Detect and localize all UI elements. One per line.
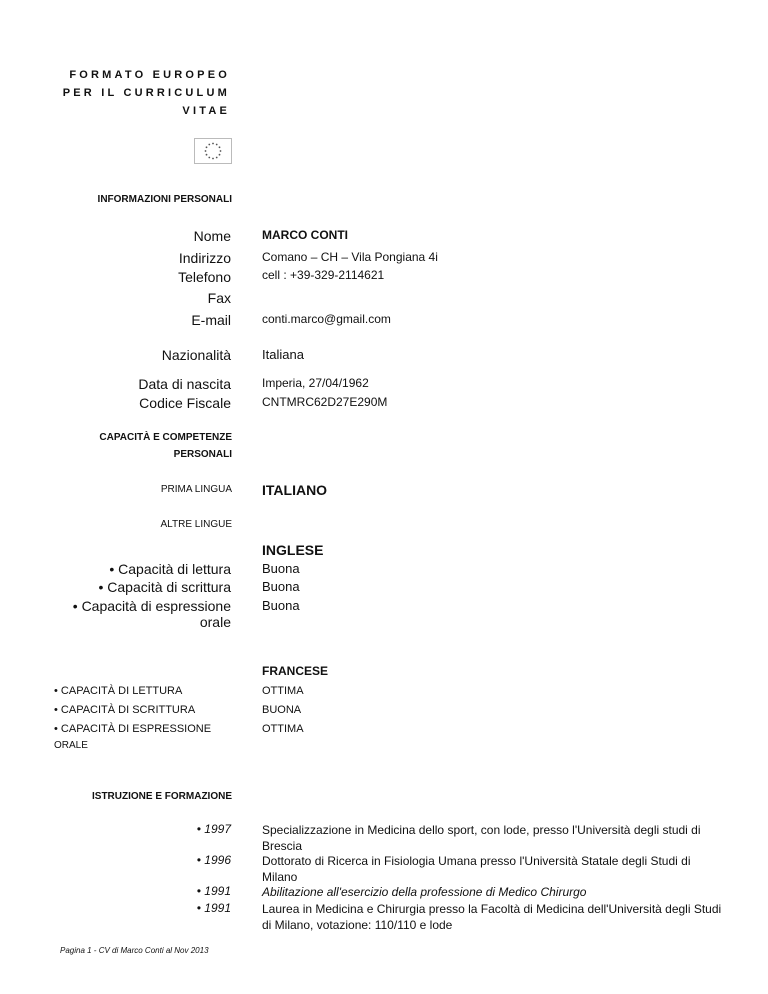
french-speaking-value: OTTIMA: [262, 723, 304, 735]
nationality-value: Italiana: [262, 347, 304, 362]
education-year: • 1991: [196, 884, 231, 898]
education-entry: Abilitazione all'esercizio della professione di Medico Chirurgo: [262, 885, 587, 899]
tax-code-value: CNTMRC62D27E290M: [262, 395, 388, 409]
eu-flag-icon: [194, 138, 232, 164]
phone-value: cell : +39-329-2114621: [262, 268, 385, 282]
cv-title-line1: FORMATO EUROPEO: [69, 69, 230, 81]
education-year: • 1991: [196, 901, 231, 915]
english-writing-label: • Capacità di scrittura: [98, 579, 231, 595]
section-personal-info: INFORMAZIONI PERSONALI: [97, 194, 232, 205]
fax-label: Fax: [207, 290, 231, 306]
birth-value: Imperia, 27/04/1962: [262, 376, 369, 390]
english-speaking-label-1: • Capacità di espressione: [72, 598, 231, 614]
french-writing-label: • CAPACITÀ DI SCRITTURA: [54, 704, 196, 716]
tax-code-label: Codice Fiscale: [139, 395, 231, 411]
french-reading-label: • CAPACITÀ DI LETTURA: [54, 685, 183, 697]
name-value: MARCO CONTI: [262, 228, 348, 242]
english-writing-value: Buona: [262, 579, 300, 594]
english-reading-value: Buona: [262, 561, 300, 576]
english-speaking-value: Buona: [262, 598, 300, 613]
first-language-label: PRIMA LINGUA: [160, 484, 232, 495]
nationality-label: Nazionalità: [161, 347, 231, 363]
other-languages-label: ALTRE LINGUE: [160, 519, 232, 530]
french-reading-value: OTTIMA: [262, 685, 304, 697]
section-education: ISTRUZIONE E FORMAZIONE: [92, 791, 232, 802]
education-year: • 1997: [196, 822, 231, 836]
french-speaking-label-2: ORALE: [54, 740, 88, 751]
first-language-value: ITALIANO: [262, 482, 328, 498]
page-footer: Pagina 1 - CV di Marco Conti al Nov 2013: [60, 946, 209, 955]
education-entry: Laurea in Medicina e Chirurgia presso la Facoltà di Medicina dell'Università degli Studi di Milano, votazione: 110/110 e lode: [262, 902, 722, 932]
french-writing-value: BUONA: [262, 704, 302, 716]
french-speaking-label-1: • CAPACITÀ DI ESPRESSIONE: [54, 723, 212, 735]
section-skills-line1: CAPACITÀ E COMPETENZE: [99, 432, 232, 443]
french-title: FRANCESE: [262, 664, 329, 678]
address-label: Indirizzo: [178, 250, 231, 266]
phone-label: Telefono: [178, 269, 231, 285]
english-title: INGLESE: [262, 542, 324, 558]
education-year: • 1996: [196, 853, 231, 867]
email-label: E-mail: [191, 312, 231, 328]
english-reading-label: • Capacità di lettura: [109, 561, 231, 577]
email-value: conti.marco@gmail.com: [262, 312, 391, 326]
cv-title-line3: VITAE: [182, 105, 230, 117]
cv-title-line2: PER IL CURRICULUM: [62, 87, 230, 99]
address-value: Comano – CH – Vila Pongiana 4i: [262, 250, 438, 264]
section-skills-line2: PERSONALI: [173, 449, 232, 460]
birth-label: Data di nascita: [138, 376, 231, 392]
english-speaking-label-2: orale: [199, 614, 231, 630]
education-entry: Specializzazione in Medicina dello sport, con lode, presso l'Università degli studi di Brescia: [262, 823, 701, 853]
name-label: Nome: [193, 228, 231, 244]
education-entry: Dottorato di Ricerca in Fisiologia Umana presso l'Università Statale degli Studi di Milano: [262, 854, 691, 884]
